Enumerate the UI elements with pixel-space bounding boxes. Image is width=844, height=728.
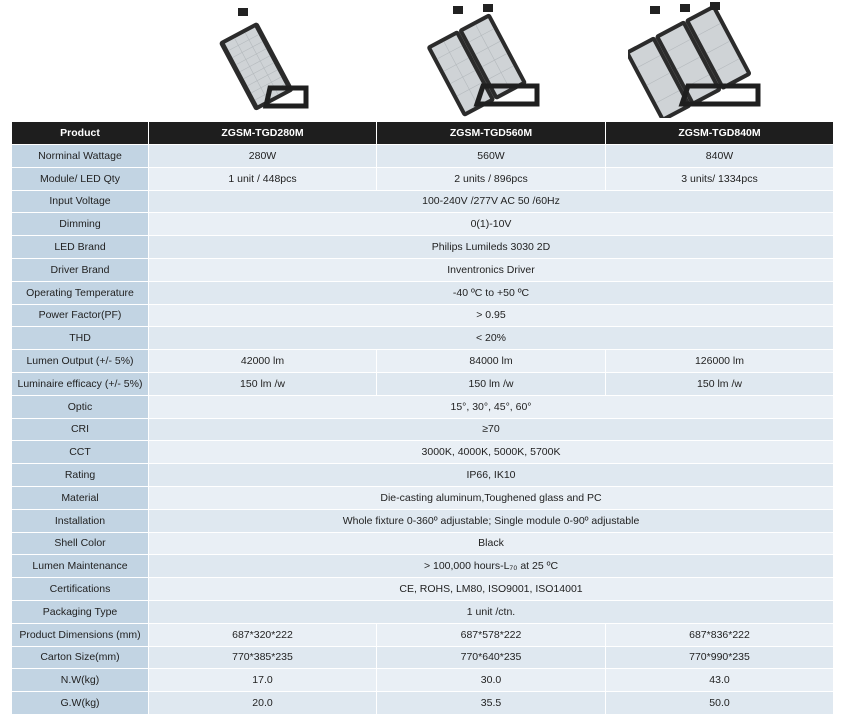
row-value-all-models: Die-casting aluminum,Toughened glass and PC	[149, 486, 834, 509]
table-row	[12, 486, 834, 509]
row-value-all-models: 0(1)-10V	[149, 213, 834, 236]
row-label: CRI	[12, 418, 149, 441]
row-label: G.W(kg)	[12, 692, 149, 715]
row-label: Lumen Maintenance	[12, 555, 149, 578]
table-row	[12, 281, 834, 304]
row-value-model-3: 3 units/ 1334pcs	[606, 167, 834, 190]
row-value-all-models: Whole fixture 0-360º adjustable; Single module 0-90º adjustable	[149, 509, 834, 532]
table-row	[12, 395, 834, 418]
table-row	[12, 623, 834, 646]
table-row	[12, 464, 834, 487]
table-row	[12, 646, 834, 669]
row-value-model-1: 42000 lm	[149, 350, 377, 373]
row-value-model-1: 17.0	[149, 669, 377, 692]
table-row	[12, 509, 834, 532]
row-value-all-models: IP66, IK10	[149, 464, 834, 487]
row-label: LED Brand	[12, 236, 149, 259]
table-row	[12, 258, 834, 281]
row-value-model-3: 687*836*222	[606, 623, 834, 646]
row-value-model-3: 126000 lm	[606, 350, 834, 373]
table-row	[12, 327, 834, 350]
table-row	[12, 692, 834, 715]
header-product: Product	[12, 122, 149, 145]
row-value-model-3: 840W	[606, 145, 834, 168]
table-row	[12, 669, 834, 692]
row-label: Product Dimensions (mm)	[12, 623, 149, 646]
table-row	[12, 236, 834, 259]
row-label: THD	[12, 327, 149, 350]
table-row	[12, 578, 834, 601]
spec-body	[12, 145, 834, 715]
row-value-model-3: 770*990*235	[606, 646, 834, 669]
row-value-model-2: 150 lm /w	[377, 372, 606, 395]
table-row	[12, 441, 834, 464]
floodlight-1-module-image	[210, 0, 320, 115]
row-value-model-1: 687*320*222	[149, 623, 377, 646]
row-label: Input Voltage	[12, 190, 149, 213]
floodlight-3-module-image	[628, 0, 768, 118]
row-value-model-2: 84000 lm	[377, 350, 606, 373]
row-value-model-1: 150 lm /w	[149, 372, 377, 395]
row-value-model-2: 560W	[377, 145, 606, 168]
row-label: Power Factor(PF)	[12, 304, 149, 327]
row-label: Operating Temperature	[12, 281, 149, 304]
table-row	[12, 372, 834, 395]
product-images	[0, 0, 844, 120]
row-value-model-3: 43.0	[606, 669, 834, 692]
row-label: CCT	[12, 441, 149, 464]
row-value-model-2: 35.5	[377, 692, 606, 715]
row-value-model-2: 30.0	[377, 669, 606, 692]
table-row	[12, 418, 834, 441]
spec-table	[11, 121, 834, 715]
row-value-model-2: 687*578*222	[377, 623, 606, 646]
row-value-all-models: < 20%	[149, 327, 834, 350]
row-label: Certifications	[12, 578, 149, 601]
row-value-model-1: 280W	[149, 145, 377, 168]
row-value-all-models: Inventronics Driver	[149, 258, 834, 281]
table-row	[12, 555, 834, 578]
table-row	[12, 304, 834, 327]
row-value-model-1: 770*385*235	[149, 646, 377, 669]
row-value-all-models: 100-240V /277V AC 50 /60Hz	[149, 190, 834, 213]
table-row	[12, 145, 834, 168]
table-row	[12, 167, 834, 190]
table-row	[12, 532, 834, 555]
row-label: Installation	[12, 509, 149, 532]
header-model-3: ZGSM-TGD840M	[606, 122, 834, 145]
row-value-all-models: 15°, 30°, 45°, 60°	[149, 395, 834, 418]
row-label: Rating	[12, 464, 149, 487]
row-label: Luminaire efficacy (+/- 5%)	[12, 372, 149, 395]
row-value-all-models: 3000K, 4000K, 5000K, 5700K	[149, 441, 834, 464]
row-value-all-models: Black	[149, 532, 834, 555]
row-value-all-models: ≥70	[149, 418, 834, 441]
table-row	[12, 600, 834, 623]
row-value-all-models: > 0.95	[149, 304, 834, 327]
row-value-model-1: 20.0	[149, 692, 377, 715]
row-value-model-1: 1 unit / 448pcs	[149, 167, 377, 190]
row-label: N.W(kg)	[12, 669, 149, 692]
row-value-all-models: CE, ROHS, LM80, ISO9001, ISO14001	[149, 578, 834, 601]
table-row	[12, 190, 834, 213]
row-label: Dimming	[12, 213, 149, 236]
row-label: Driver Brand	[12, 258, 149, 281]
row-label: Shell Color	[12, 532, 149, 555]
header-model-2: ZGSM-TGD560M	[377, 122, 606, 145]
row-value-model-2: 2 units / 896pcs	[377, 167, 606, 190]
row-value-all-models: -40 ºC to +50 ºC	[149, 281, 834, 304]
row-value-all-models: Philips Lumileds 3030 2D	[149, 236, 834, 259]
table-row	[12, 350, 834, 373]
floodlight-2-module-image	[425, 0, 550, 118]
row-value-model-3: 150 lm /w	[606, 372, 834, 395]
header-model-1: ZGSM-TGD280M	[149, 122, 377, 145]
row-value-all-models: > 100,000 hours-L₇₀ at 25 ºC	[149, 555, 834, 578]
row-label: Optic	[12, 395, 149, 418]
table-row	[12, 213, 834, 236]
row-label: Norminal Wattage	[12, 145, 149, 168]
row-label: Carton Size(mm)	[12, 646, 149, 669]
row-label: Module/ LED Qty	[12, 167, 149, 190]
row-value-all-models: 1 unit /ctn.	[149, 600, 834, 623]
row-value-model-2: 770*640*235	[377, 646, 606, 669]
row-label: Material	[12, 486, 149, 509]
row-label: Packaging Type	[12, 600, 149, 623]
row-value-model-3: 50.0	[606, 692, 834, 715]
header-row	[12, 122, 834, 145]
row-label: Lumen Output (+/- 5%)	[12, 350, 149, 373]
